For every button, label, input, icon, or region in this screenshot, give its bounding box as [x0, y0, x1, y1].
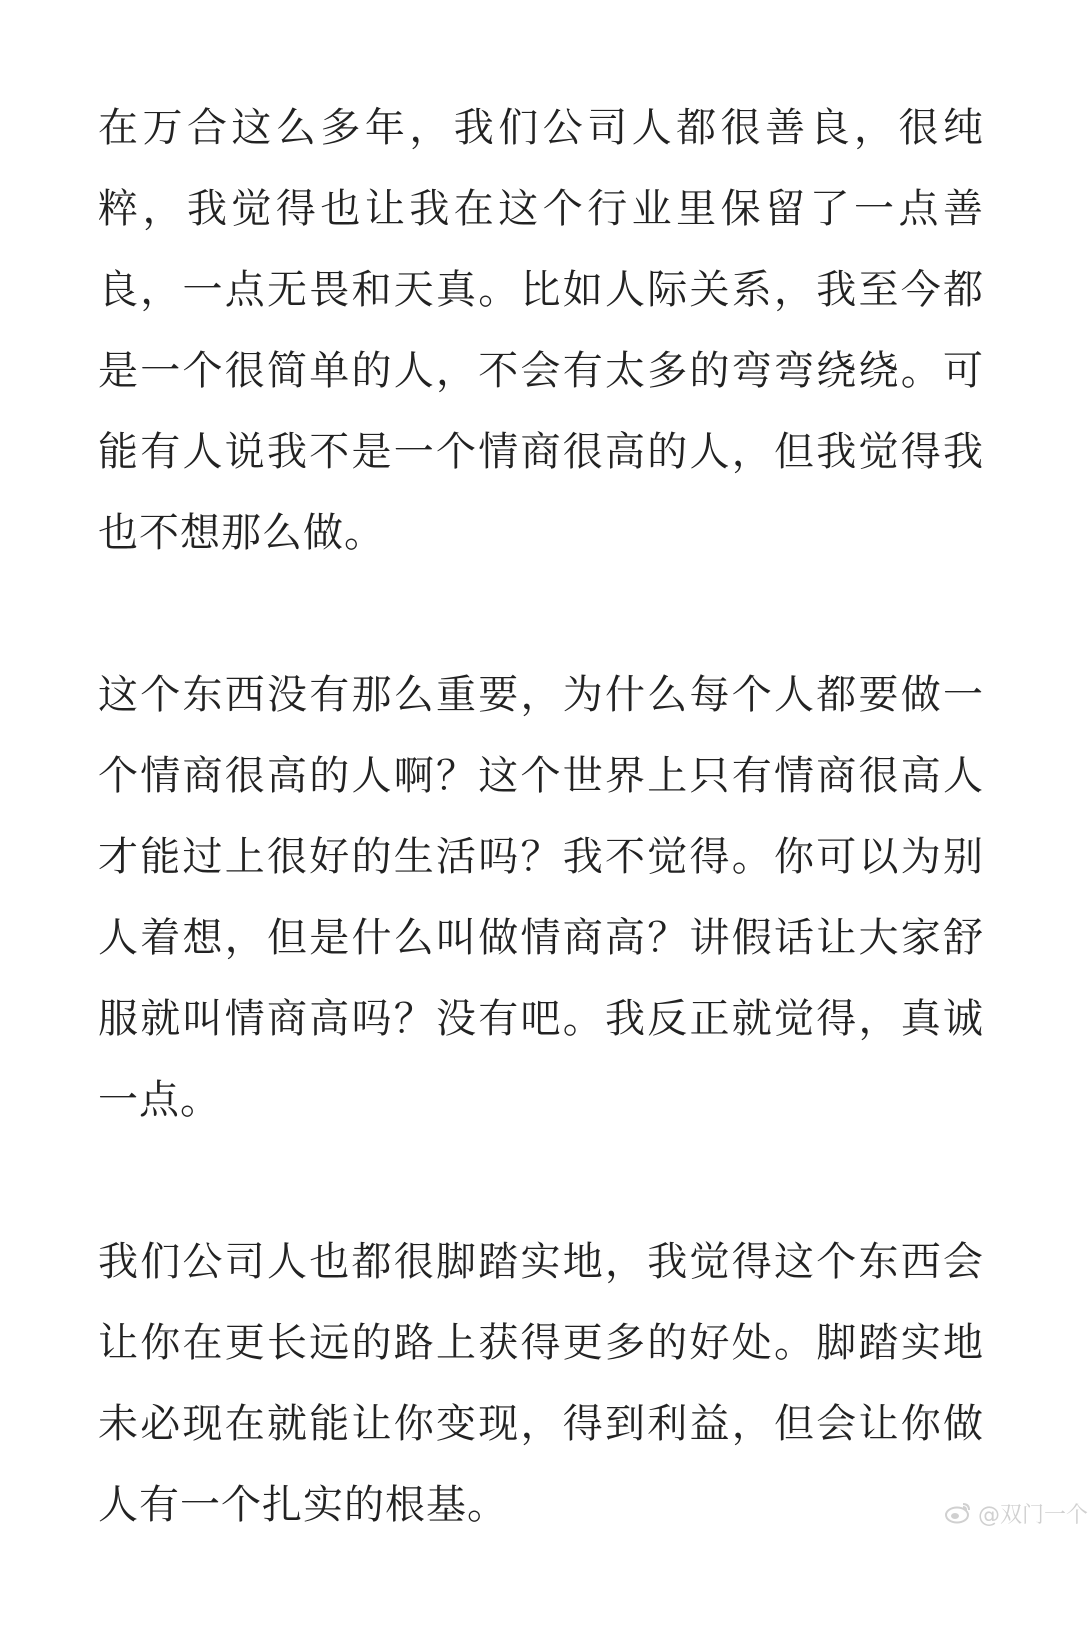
weibo-icon: [944, 1501, 972, 1525]
paragraph-1: 在万合这么多年，我们公司人都很善良，很纯粹，我觉得也让我在这个行业里保留了一点善良，一点无畏和天真。比如人际关系，我至今都是一个很简单的人，不会有太多的弯弯绕绕。可能有人说我不是一个情商很高的人，但我觉得我也不想那么做。: [98, 105, 984, 556]
paragraph-2: 这个东西没有那么重要，为什么每个人都要做一个情商很高的人啊？这个世界上只有情商很高人才能过上很好的生活吗？我不觉得。你可以为别人着想，但是什么叫做情商高？讲假话让大家舒服就叫情商高吗？没有吧。我反正就觉得，真诚一点。: [98, 672, 984, 1123]
paragraph-3: 我们公司人也都很脚踏实地，我觉得这个东西会让你在更长远的路上获得更多的好处。脚踏实地未必现在就能让你变现，得到利益，但会让你做人有一个扎实的根基。: [98, 1239, 984, 1528]
weibo-watermark: [944, 1499, 1088, 1527]
article-body: [98, 88, 984, 1627]
watermark-text: @双门一个: [977, 1502, 1088, 1528]
